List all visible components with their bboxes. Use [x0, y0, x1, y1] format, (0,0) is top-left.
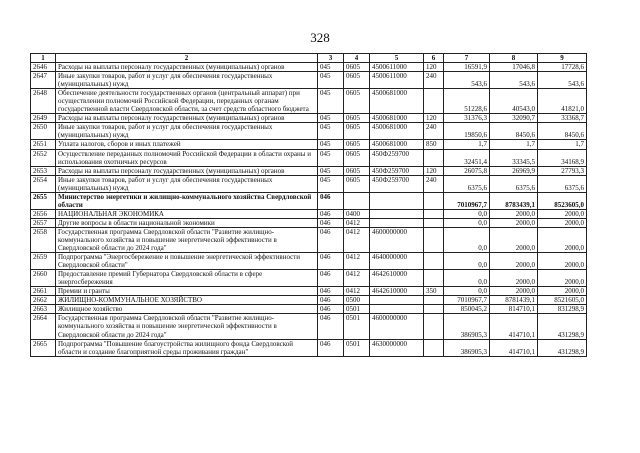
section-code-cell: 0605: [344, 89, 370, 114]
amount-cell: 32451,4: [444, 149, 490, 166]
amount-cell: 8523605,0: [538, 192, 587, 209]
expense-type-cell: [424, 227, 444, 252]
row-name-cell: Министерство энергетики и жилищно-коммунального хозяйства Свердловской области: [56, 192, 318, 209]
row-number-cell: 2661: [31, 287, 56, 296]
admin-code-cell: 046: [318, 305, 344, 314]
amount-cell: 414710,1: [490, 339, 538, 356]
amount-cell: 0,0: [444, 209, 490, 218]
row-name-cell: Уплата налогов, сборов и иных платежей: [56, 140, 318, 149]
expense-type-cell: [424, 270, 444, 287]
amount-cell: 32090,7: [490, 114, 538, 123]
row-number-cell: 2654: [31, 175, 56, 192]
expense-type-cell: [424, 253, 444, 270]
amount-cell: 8781439,1: [490, 296, 538, 305]
row-name-cell: Осуществление переданных полномочий Российской Федерации в области охраны и использования охотничьих ресурсов: [56, 149, 318, 166]
amount-cell: 8450,6: [538, 123, 587, 140]
target-code-cell: 4630000000: [370, 339, 424, 356]
section-code-cell: 0605: [344, 63, 370, 72]
expense-type-cell: [424, 305, 444, 314]
section-code-cell: 0412: [344, 218, 370, 227]
expense-type-cell: 240: [424, 123, 444, 140]
target-code-cell: 4600000000: [370, 227, 424, 252]
table-row: [31, 339, 587, 356]
amount-cell: 2000,0: [538, 287, 587, 296]
amount-cell: 16591,9: [444, 63, 490, 72]
table-row: [31, 175, 587, 192]
section-code-cell: 0605: [344, 140, 370, 149]
header-cell: 5: [370, 54, 424, 63]
row-name-cell: Государственная программа Свердловской области "Развитие жилищно-коммунального хозяйства и повышение энергетической эффективности в Свердловской области до 2024 года": [56, 314, 318, 339]
amount-cell: 8521605,0: [538, 296, 587, 305]
header-cell: 7: [444, 54, 490, 63]
amount-cell: 8450,6: [490, 123, 538, 140]
admin-code-cell: 045: [318, 114, 344, 123]
expense-type-cell: [424, 89, 444, 114]
section-code-cell: 0501: [344, 314, 370, 339]
amount-cell: 6375,6: [490, 175, 538, 192]
row-number-cell: 2660: [31, 270, 56, 287]
amount-cell: 7010967,7: [444, 296, 490, 305]
table-row: [31, 296, 587, 305]
amount-cell: 17728,6: [538, 63, 587, 72]
amount-cell: 19850,6: [444, 123, 490, 140]
section-code-cell: 0605: [344, 123, 370, 140]
admin-code-cell: 046: [318, 192, 344, 209]
table-body: [31, 54, 587, 357]
amount-cell: 8783439,1: [490, 192, 538, 209]
amount-cell: 2000,0: [490, 287, 538, 296]
row-number-cell: 2651: [31, 140, 56, 149]
amount-cell: 1,7: [538, 140, 587, 149]
row-name-cell: Расходы на выплаты персоналу государственных (муниципальных) органов: [56, 166, 318, 175]
table-row: [31, 89, 587, 114]
amount-cell: 40543,0: [490, 89, 538, 114]
target-code-cell: 4500681000: [370, 114, 424, 123]
row-number-cell: 2657: [31, 218, 56, 227]
row-name-cell: Иные закупки товаров, работ и услуг для обеспечения государственных (муниципальных) нужд: [56, 123, 318, 140]
section-code-cell: 0501: [344, 305, 370, 314]
expense-type-cell: [424, 149, 444, 166]
table-row: [31, 123, 587, 140]
amount-cell: 6375,6: [538, 175, 587, 192]
table-row: [31, 218, 587, 227]
amount-cell: 0,0: [444, 227, 490, 252]
section-code-cell: 0412: [344, 253, 370, 270]
amount-cell: 17046,8: [490, 63, 538, 72]
target-code-cell: 4500681000: [370, 123, 424, 140]
table-row: [31, 140, 587, 149]
amount-cell: 543,6: [490, 72, 538, 89]
expense-type-cell: 120: [424, 114, 444, 123]
amount-cell: 2000,0: [538, 253, 587, 270]
section-code-cell: 0605: [344, 114, 370, 123]
header-cell: 8: [490, 54, 538, 63]
row-name-cell: Расходы на выплаты персоналу государственных (муниципальных) органов: [56, 114, 318, 123]
amount-cell: 814710,1: [490, 305, 538, 314]
amount-cell: 2000,0: [490, 253, 538, 270]
target-code-cell: 4600000000: [370, 314, 424, 339]
target-code-cell: 450Ф259700: [370, 149, 424, 166]
admin-code-cell: 046: [318, 314, 344, 339]
target-code-cell: [370, 209, 424, 218]
target-code-cell: 4642610000: [370, 270, 424, 287]
admin-code-cell: 046: [318, 287, 344, 296]
target-code-cell: 4500681000: [370, 89, 424, 114]
row-number-cell: 2663: [31, 305, 56, 314]
table-row: [31, 305, 587, 314]
table-row: [31, 209, 587, 218]
row-number-cell: 2649: [31, 114, 56, 123]
amount-cell: 543,6: [538, 72, 587, 89]
amount-cell: 2000,0: [490, 270, 538, 287]
amount-cell: 33368,7: [538, 114, 587, 123]
amount-cell: 0,0: [444, 253, 490, 270]
target-code-cell: [370, 218, 424, 227]
page-number: 328: [310, 30, 330, 45]
row-name-cell: Расходы на выплаты персоналу государственных (муниципальных) органов: [56, 63, 318, 72]
table-row: [31, 114, 587, 123]
row-name-cell: Иные закупки товаров, работ и услуг для обеспечения государственных (муниципальных) нужд: [56, 175, 318, 192]
header-cell: 2: [56, 54, 318, 63]
table-row: [31, 72, 587, 89]
table-row: [31, 287, 587, 296]
target-code-cell: 4500611000: [370, 63, 424, 72]
table-row: [31, 270, 587, 287]
target-code-cell: [370, 192, 424, 209]
target-code-cell: 450Ф259700: [370, 175, 424, 192]
target-code-cell: 4500611000: [370, 72, 424, 89]
target-code-cell: 4642610000: [370, 287, 424, 296]
table-row: [31, 314, 587, 339]
amount-cell: 0,0: [444, 270, 490, 287]
admin-code-cell: 046: [318, 209, 344, 218]
target-code-cell: 4500681000: [370, 140, 424, 149]
row-number-cell: 2646: [31, 63, 56, 72]
header-row: [31, 54, 587, 63]
row-number-cell: 2656: [31, 209, 56, 218]
budget-table: [30, 53, 587, 357]
target-code-cell: [370, 305, 424, 314]
row-name-cell: Подпрограмма "Повышение благоустройства жилищного фонда Свердловской области и создание благоприятной среды проживания граждан": [56, 339, 318, 356]
admin-code-cell: 045: [318, 72, 344, 89]
expense-type-cell: 120: [424, 166, 444, 175]
row-number-cell: 2665: [31, 339, 56, 356]
section-code-cell: 0400: [344, 209, 370, 218]
row-number-cell: 2664: [31, 314, 56, 339]
amount-cell: 31376,3: [444, 114, 490, 123]
admin-code-cell: 046: [318, 253, 344, 270]
amount-cell: 1,7: [490, 140, 538, 149]
table-row: [31, 192, 587, 209]
header-cell: 1: [31, 54, 56, 63]
section-code-cell: 0412: [344, 227, 370, 252]
row-name-cell: Подпрограмма "Энергосбережение и повышение энергетической эффективности Свердловской области": [56, 253, 318, 270]
target-code-cell: 450Ф259700: [370, 166, 424, 175]
amount-cell: 0,0: [444, 287, 490, 296]
section-code-cell: 0412: [344, 287, 370, 296]
amount-cell: 2000,0: [490, 209, 538, 218]
row-number-cell: 2647: [31, 72, 56, 89]
admin-code-cell: 045: [318, 149, 344, 166]
row-name-cell: НАЦИОНАЛЬНАЯ ЭКОНОМИКА: [56, 209, 318, 218]
row-name-cell: Обеспечение деятельности государственных органов (центральный аппарат) при осуществлении полномочий Российской Федерации, переданных органам государственной власти Свердловской области, за счет средств областного бюджета: [56, 89, 318, 114]
row-name-cell: Жилищное хозяйство: [56, 305, 318, 314]
amount-cell: 0,0: [444, 218, 490, 227]
row-number-cell: 2658: [31, 227, 56, 252]
row-number-cell: 2655: [31, 192, 56, 209]
row-number-cell: 2648: [31, 89, 56, 114]
table-row: [31, 166, 587, 175]
amount-cell: 26075,8: [444, 166, 490, 175]
row-number-cell: 2653: [31, 166, 56, 175]
amount-cell: 33345,5: [490, 149, 538, 166]
header-cell: 9: [538, 54, 587, 63]
section-code-cell: [344, 192, 370, 209]
amount-cell: 386905,3: [444, 339, 490, 356]
section-code-cell: 0605: [344, 175, 370, 192]
row-name-cell: Премии и гранты: [56, 287, 318, 296]
amount-cell: 26969,9: [490, 166, 538, 175]
target-code-cell: 4640000000: [370, 253, 424, 270]
amount-cell: 6375,6: [444, 175, 490, 192]
header-cell: 4: [344, 54, 370, 63]
admin-code-cell: 046: [318, 218, 344, 227]
table-row: [31, 63, 587, 72]
section-code-cell: 0500: [344, 296, 370, 305]
admin-code-cell: 046: [318, 339, 344, 356]
amount-cell: 850045,2: [444, 305, 490, 314]
expense-type-cell: [424, 192, 444, 209]
amount-cell: 7010967,7: [444, 192, 490, 209]
amount-cell: 386905,3: [444, 314, 490, 339]
row-number-cell: 2659: [31, 253, 56, 270]
admin-code-cell: 045: [318, 123, 344, 140]
row-number-cell: 2650: [31, 123, 56, 140]
expense-type-cell: 850: [424, 140, 444, 149]
amount-cell: 41821,0: [538, 89, 587, 114]
section-code-cell: 0605: [344, 149, 370, 166]
table-row: [31, 253, 587, 270]
amount-cell: 1,7: [444, 140, 490, 149]
expense-type-cell: [424, 296, 444, 305]
amount-cell: 51228,6: [444, 89, 490, 114]
amount-cell: 34168,9: [538, 149, 587, 166]
row-name-cell: Иные закупки товаров, работ и услуг для обеспечения государственных (муниципальных) нужд: [56, 72, 318, 89]
amount-cell: 431298,9: [538, 314, 587, 339]
admin-code-cell: 045: [318, 89, 344, 114]
amount-cell: 431298,9: [538, 339, 587, 356]
admin-code-cell: 046: [318, 227, 344, 252]
header-cell: 3: [318, 54, 344, 63]
amount-cell: 27793,3: [538, 166, 587, 175]
admin-code-cell: 045: [318, 166, 344, 175]
expense-type-cell: 240: [424, 175, 444, 192]
section-code-cell: 0501: [344, 339, 370, 356]
row-name-cell: Другие вопросы в области национальной экономики: [56, 218, 318, 227]
expense-type-cell: [424, 209, 444, 218]
row-number-cell: 2652: [31, 149, 56, 166]
expense-type-cell: 350: [424, 287, 444, 296]
amount-cell: 831298,9: [538, 305, 587, 314]
admin-code-cell: 046: [318, 270, 344, 287]
amount-cell: 2000,0: [538, 227, 587, 252]
row-number-cell: 2662: [31, 296, 56, 305]
amount-cell: 543,6: [444, 72, 490, 89]
admin-code-cell: 045: [318, 175, 344, 192]
expense-type-cell: 120: [424, 63, 444, 72]
admin-code-cell: 045: [318, 140, 344, 149]
amount-cell: 414710,1: [490, 314, 538, 339]
amount-cell: 2000,0: [538, 270, 587, 287]
amount-cell: 2000,0: [490, 218, 538, 227]
amount-cell: 2000,0: [490, 227, 538, 252]
expense-type-cell: [424, 314, 444, 339]
admin-code-cell: 046: [318, 296, 344, 305]
header-cell: 6: [424, 54, 444, 63]
expense-type-cell: 240: [424, 72, 444, 89]
expense-type-cell: [424, 339, 444, 356]
section-code-cell: 0605: [344, 166, 370, 175]
row-name-cell: Предоставление премий Губернатора Свердловской области в сфере энергосбережения: [56, 270, 318, 287]
row-name-cell: ЖИЛИЩНО-КОММУНАЛЬНОЕ ХОЗЯЙСТВО: [56, 296, 318, 305]
table-row: [31, 149, 587, 166]
amount-cell: 2000,0: [538, 209, 587, 218]
target-code-cell: [370, 296, 424, 305]
section-code-cell: 0605: [344, 72, 370, 89]
amount-cell: 2000,0: [538, 218, 587, 227]
table-row: [31, 227, 587, 252]
expense-type-cell: [424, 218, 444, 227]
row-name-cell: Государственная программа Свердловской области "Развитие жилищно-коммунального хозяйства и повышение энергетической эффективности в Свердловской области до 2024 года": [56, 227, 318, 252]
admin-code-cell: 045: [318, 63, 344, 72]
section-code-cell: 0412: [344, 270, 370, 287]
